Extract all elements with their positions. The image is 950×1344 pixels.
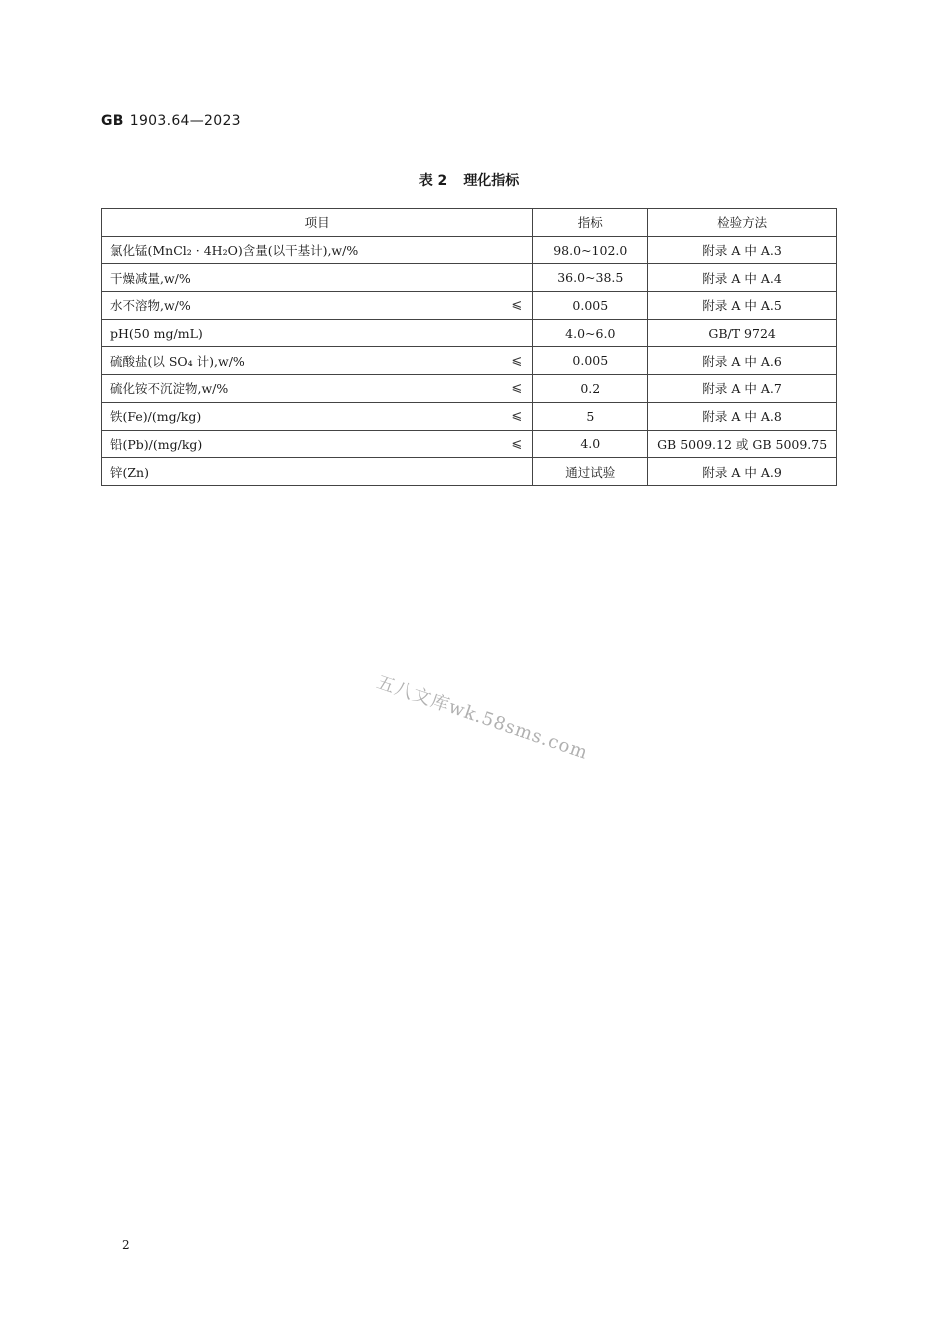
index-value-cell: 5: [533, 402, 648, 430]
test-method-cell: 附录 A 中 A.7: [648, 375, 837, 403]
test-method-cell: 附录 A 中 A.9: [648, 458, 837, 486]
item-name: 水不溶物,w/%: [110, 298, 191, 314]
test-method-cell: GB 5009.12 或 GB 5009.75: [648, 430, 837, 458]
table-header-row: [102, 209, 837, 237]
item-name: 铁(Fe)/(mg/kg): [110, 409, 202, 425]
item-name: 铅(Pb)/(mg/kg): [110, 436, 203, 452]
item-name: 硫酸盐(以 SO₄ 计),w/%: [110, 353, 245, 369]
table-row: [102, 402, 837, 430]
table-caption-title: 理化指标: [463, 173, 520, 189]
table-row: [102, 375, 837, 403]
table-row: [102, 236, 837, 264]
standard-number: 1903.64—2023: [129, 113, 241, 129]
table-caption: [0, 170, 938, 190]
watermark: 五八文库wk.58sms.com: [373, 671, 591, 764]
standard-prefix: GB: [101, 113, 124, 129]
item-cell: [102, 430, 533, 458]
test-method-cell: GB/T 9724: [648, 319, 837, 347]
item-cell: [102, 402, 533, 430]
item-cell: [102, 292, 533, 320]
table-row: [102, 458, 837, 486]
leq-symbol: ⩽: [511, 436, 523, 452]
leq-symbol: ⩽: [511, 380, 523, 396]
leq-symbol: ⩽: [511, 297, 523, 313]
column-header-method: 检验方法: [648, 209, 837, 237]
index-value-cell: 4.0: [533, 430, 648, 458]
item-name: 锌(Zn): [110, 464, 149, 480]
test-method-cell: 附录 A 中 A.5: [648, 292, 837, 320]
test-method-cell: 附录 A 中 A.4: [648, 264, 837, 292]
table-row: [102, 430, 837, 458]
item-name: 干燥减量,w/%: [110, 270, 191, 286]
table-row: [102, 319, 837, 347]
test-method-cell: 附录 A 中 A.3: [648, 236, 837, 264]
column-header-item: 项目: [102, 209, 533, 237]
index-value-cell: 98.0~102.0: [533, 236, 648, 264]
table-row: [102, 264, 837, 292]
item-cell: [102, 264, 533, 292]
index-value-cell: 0.2: [533, 375, 648, 403]
column-header-index: 指标: [533, 209, 648, 237]
index-value-cell: 通过试验: [533, 458, 648, 486]
page-number: 2: [122, 1238, 130, 1252]
item-cell: [102, 236, 533, 264]
index-value-cell: 0.005: [533, 347, 648, 375]
item-name: 氯化锰(MnCl₂ · 4H₂O)含量(以干基计),w/%: [110, 243, 359, 259]
item-cell: [102, 458, 533, 486]
index-value-cell: 0.005: [533, 292, 648, 320]
item-cell: [102, 375, 533, 403]
table-row: [102, 292, 837, 320]
item-cell: [102, 319, 533, 347]
table-caption-number: 表 2: [418, 173, 448, 189]
standard-code: [101, 113, 241, 129]
table-row: [102, 347, 837, 375]
item-cell: [102, 347, 533, 375]
item-name: pH(50 mg/mL): [110, 325, 203, 341]
index-value-cell: 4.0~6.0: [533, 319, 648, 347]
test-method-cell: 附录 A 中 A.8: [648, 402, 837, 430]
index-value-cell: 36.0~38.5: [533, 264, 648, 292]
test-method-cell: 附录 A 中 A.6: [648, 347, 837, 375]
spec-table: [101, 208, 837, 486]
leq-symbol: ⩽: [511, 408, 523, 424]
leq-symbol: ⩽: [511, 353, 523, 369]
item-name: 硫化铵不沉淀物,w/%: [110, 381, 229, 397]
